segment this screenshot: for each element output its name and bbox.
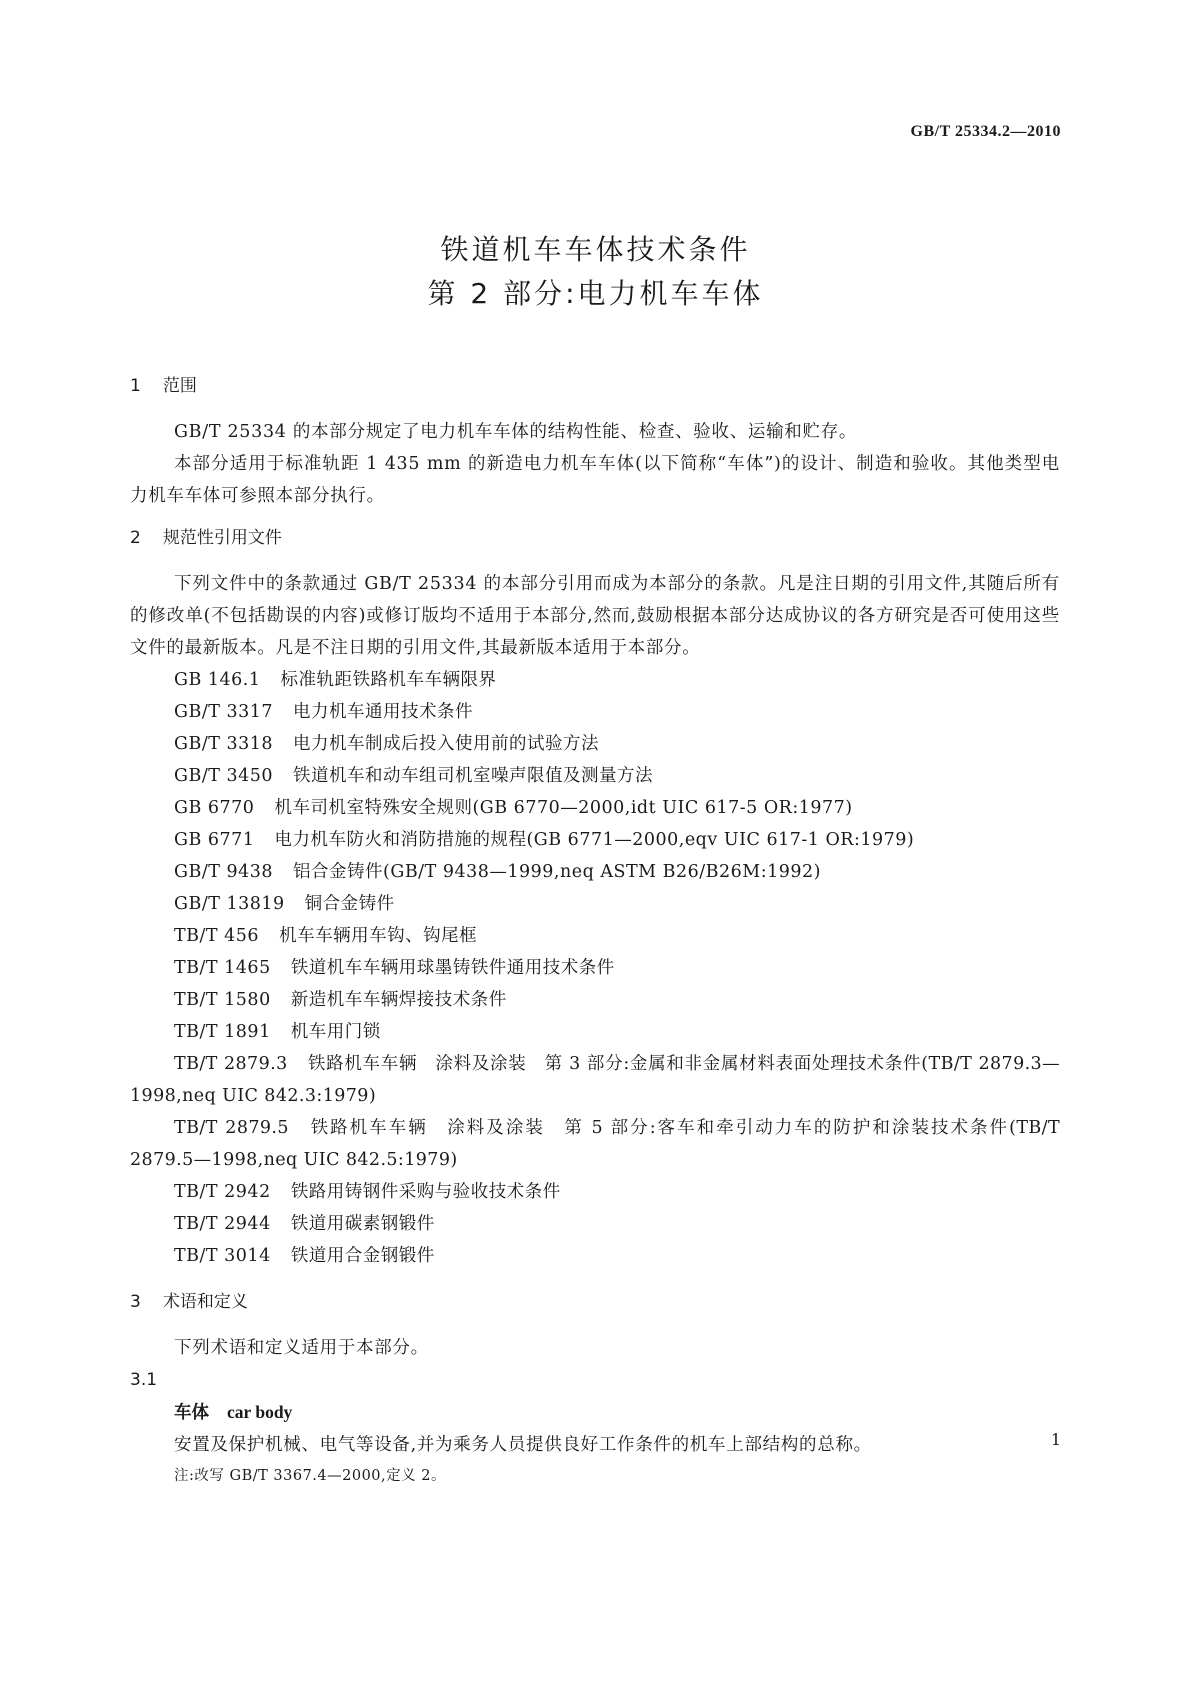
section-2-heading xyxy=(130,526,1060,550)
reference-title: 机车车辆用车钩、钩尾框 xyxy=(279,926,478,946)
normative-references-intro: 下列文件中的条款通过 GB/T 25334 的本部分引用而成为本部分的条款。凡是注日期的引用文件,其随后所有的修改单(不包括勘误的内容)或修订版均不适用于本部分,然而,鼓励根据本部分达成协议的各方研究是否可使用这些文件的最新版本。凡是不注日期的引用文件,其最新版本适用于本部分。 xyxy=(130,574,1060,658)
reference-item xyxy=(130,1240,1060,1272)
section-title: 术语和定义 xyxy=(162,1292,248,1312)
reference-title: 铜合金铸件 xyxy=(304,894,395,914)
reference-code: TB/T 1465 xyxy=(174,958,271,978)
section-number: 2 xyxy=(130,528,141,548)
scope-paragraph-2: 本部分适用于标准轨距 1 435 mm 的新造电力机车车体(以下简称“车体”)的设计、制造和验收。其他类型电力机车车体可参照本部分执行。 xyxy=(130,454,1060,506)
section-1-heading xyxy=(130,374,1060,398)
reference-item xyxy=(130,1176,1060,1208)
reference-code: TB/T 2942 xyxy=(174,1182,271,1202)
reference-item xyxy=(130,1016,1060,1048)
reference-item xyxy=(130,1112,1060,1176)
term-english: car body xyxy=(227,1402,293,1422)
reference-title: 铁道机车和动车组司机室噪声限值及测量方法 xyxy=(293,766,654,786)
reference-item xyxy=(130,664,1060,696)
term-entry xyxy=(130,1396,1060,1429)
reference-code: GB 6770 xyxy=(174,798,255,818)
reference-item xyxy=(130,984,1060,1016)
reference-title: 铁路用铸钢件采购与验收技术条件 xyxy=(290,1182,561,1202)
reference-item xyxy=(130,920,1060,952)
document-body xyxy=(130,374,1060,1491)
reference-title: 铁道用碳素钢锻件 xyxy=(290,1214,435,1234)
reference-code: TB/T 3014 xyxy=(174,1246,271,1266)
reference-code: GB/T 3450 xyxy=(174,766,274,786)
reference-title: 标准轨距铁路机车车辆限界 xyxy=(280,670,497,690)
reference-item xyxy=(130,856,1060,888)
reference-code: TB/T 2879.5 xyxy=(174,1118,289,1138)
reference-title: 电力机车防火和消防措施的规程(GB 6771—2000,eqv UIC 617-1 OR:1979) xyxy=(274,830,915,850)
reference-title: 电力机车通用技术条件 xyxy=(293,702,474,722)
reference-code: TB/T 1891 xyxy=(174,1022,271,1042)
reference-title: 铝合金铸件(GB/T 9438—1999,neq ASTM B26/B26M:1992) xyxy=(293,862,821,882)
section-number: 3 xyxy=(130,1292,141,1312)
reference-item xyxy=(130,1048,1060,1112)
reference-item xyxy=(130,792,1060,824)
reference-item xyxy=(130,728,1060,760)
reference-code: GB/T 13819 xyxy=(174,894,285,914)
reference-title: 电力机车制成后投入使用前的试验方法 xyxy=(293,734,600,754)
reference-code: TB/T 456 xyxy=(174,926,260,946)
reference-item xyxy=(130,696,1060,728)
clause-number: 3.1 xyxy=(130,1370,158,1390)
reference-item xyxy=(130,824,1060,856)
reference-code: GB/T 3317 xyxy=(174,702,274,722)
reference-item xyxy=(130,888,1060,920)
reference-title: 机车司机室特殊安全规则(GB 6770—2000,idt UIC 617-5 OR:1977) xyxy=(274,798,853,818)
reference-title: 铁路机车车辆 涂料及涂装 第 3 部分:金属和非金属材料表面处理技术条件(TB/T 2879.3—1998,neq UIC 842.3:1979) xyxy=(130,1054,1060,1106)
section-number: 1 xyxy=(130,376,141,396)
reference-item xyxy=(130,952,1060,984)
reference-title: 铁道用合金钢锻件 xyxy=(290,1246,435,1266)
reference-title: 新造机车车辆焊接技术条件 xyxy=(290,990,507,1010)
scope-paragraph-1: GB/T 25334 的本部分规定了电力机车车体的结构性能、检查、验收、运输和贮存。 xyxy=(174,422,858,442)
page-number: 1 xyxy=(1050,1430,1061,1449)
document-title-line2: 第 2 部分:电力机车车体 xyxy=(427,277,764,310)
reference-item xyxy=(130,1208,1060,1240)
reference-code: TB/T 2944 xyxy=(174,1214,271,1234)
reference-code: GB 6771 xyxy=(174,830,255,850)
terms-intro: 下列术语和定义适用于本部分。 xyxy=(174,1338,429,1358)
reference-code: GB 146.1 xyxy=(174,670,261,690)
reference-code: GB/T 9438 xyxy=(174,862,274,882)
section-title: 规范性引用文件 xyxy=(162,528,282,548)
term-definition: 安置及保护机械、电气等设备,并为乘务人员提供良好工作条件的机车上部结构的总称。 xyxy=(174,1435,872,1455)
reference-title: 铁路机车车辆 涂料及涂装 第 5 部分:客车和牵引动力车的防护和涂装技术条件(TB/T 2879.5—1998,neq UIC 842.5:1979) xyxy=(130,1118,1061,1170)
standard-code: GB/T 25334.2—2010 xyxy=(910,123,1061,140)
term-chinese: 车体 xyxy=(174,1403,209,1423)
reference-title: 铁道机车车辆用球墨铸铁件通用技术条件 xyxy=(290,958,615,978)
reference-code: TB/T 2879.3 xyxy=(174,1054,288,1074)
reference-code: GB/T 3318 xyxy=(174,734,274,754)
term-note: 注:改写 GB/T 3367.4—2000,定义 2。 xyxy=(174,1468,446,1484)
reference-title: 机车用门锁 xyxy=(290,1022,381,1042)
section-3-heading xyxy=(130,1290,1060,1314)
document-title-line1: 铁道机车车体技术条件 xyxy=(440,233,751,266)
reference-code: TB/T 1580 xyxy=(174,990,271,1010)
reference-item xyxy=(130,760,1060,792)
section-title: 范围 xyxy=(162,376,197,396)
